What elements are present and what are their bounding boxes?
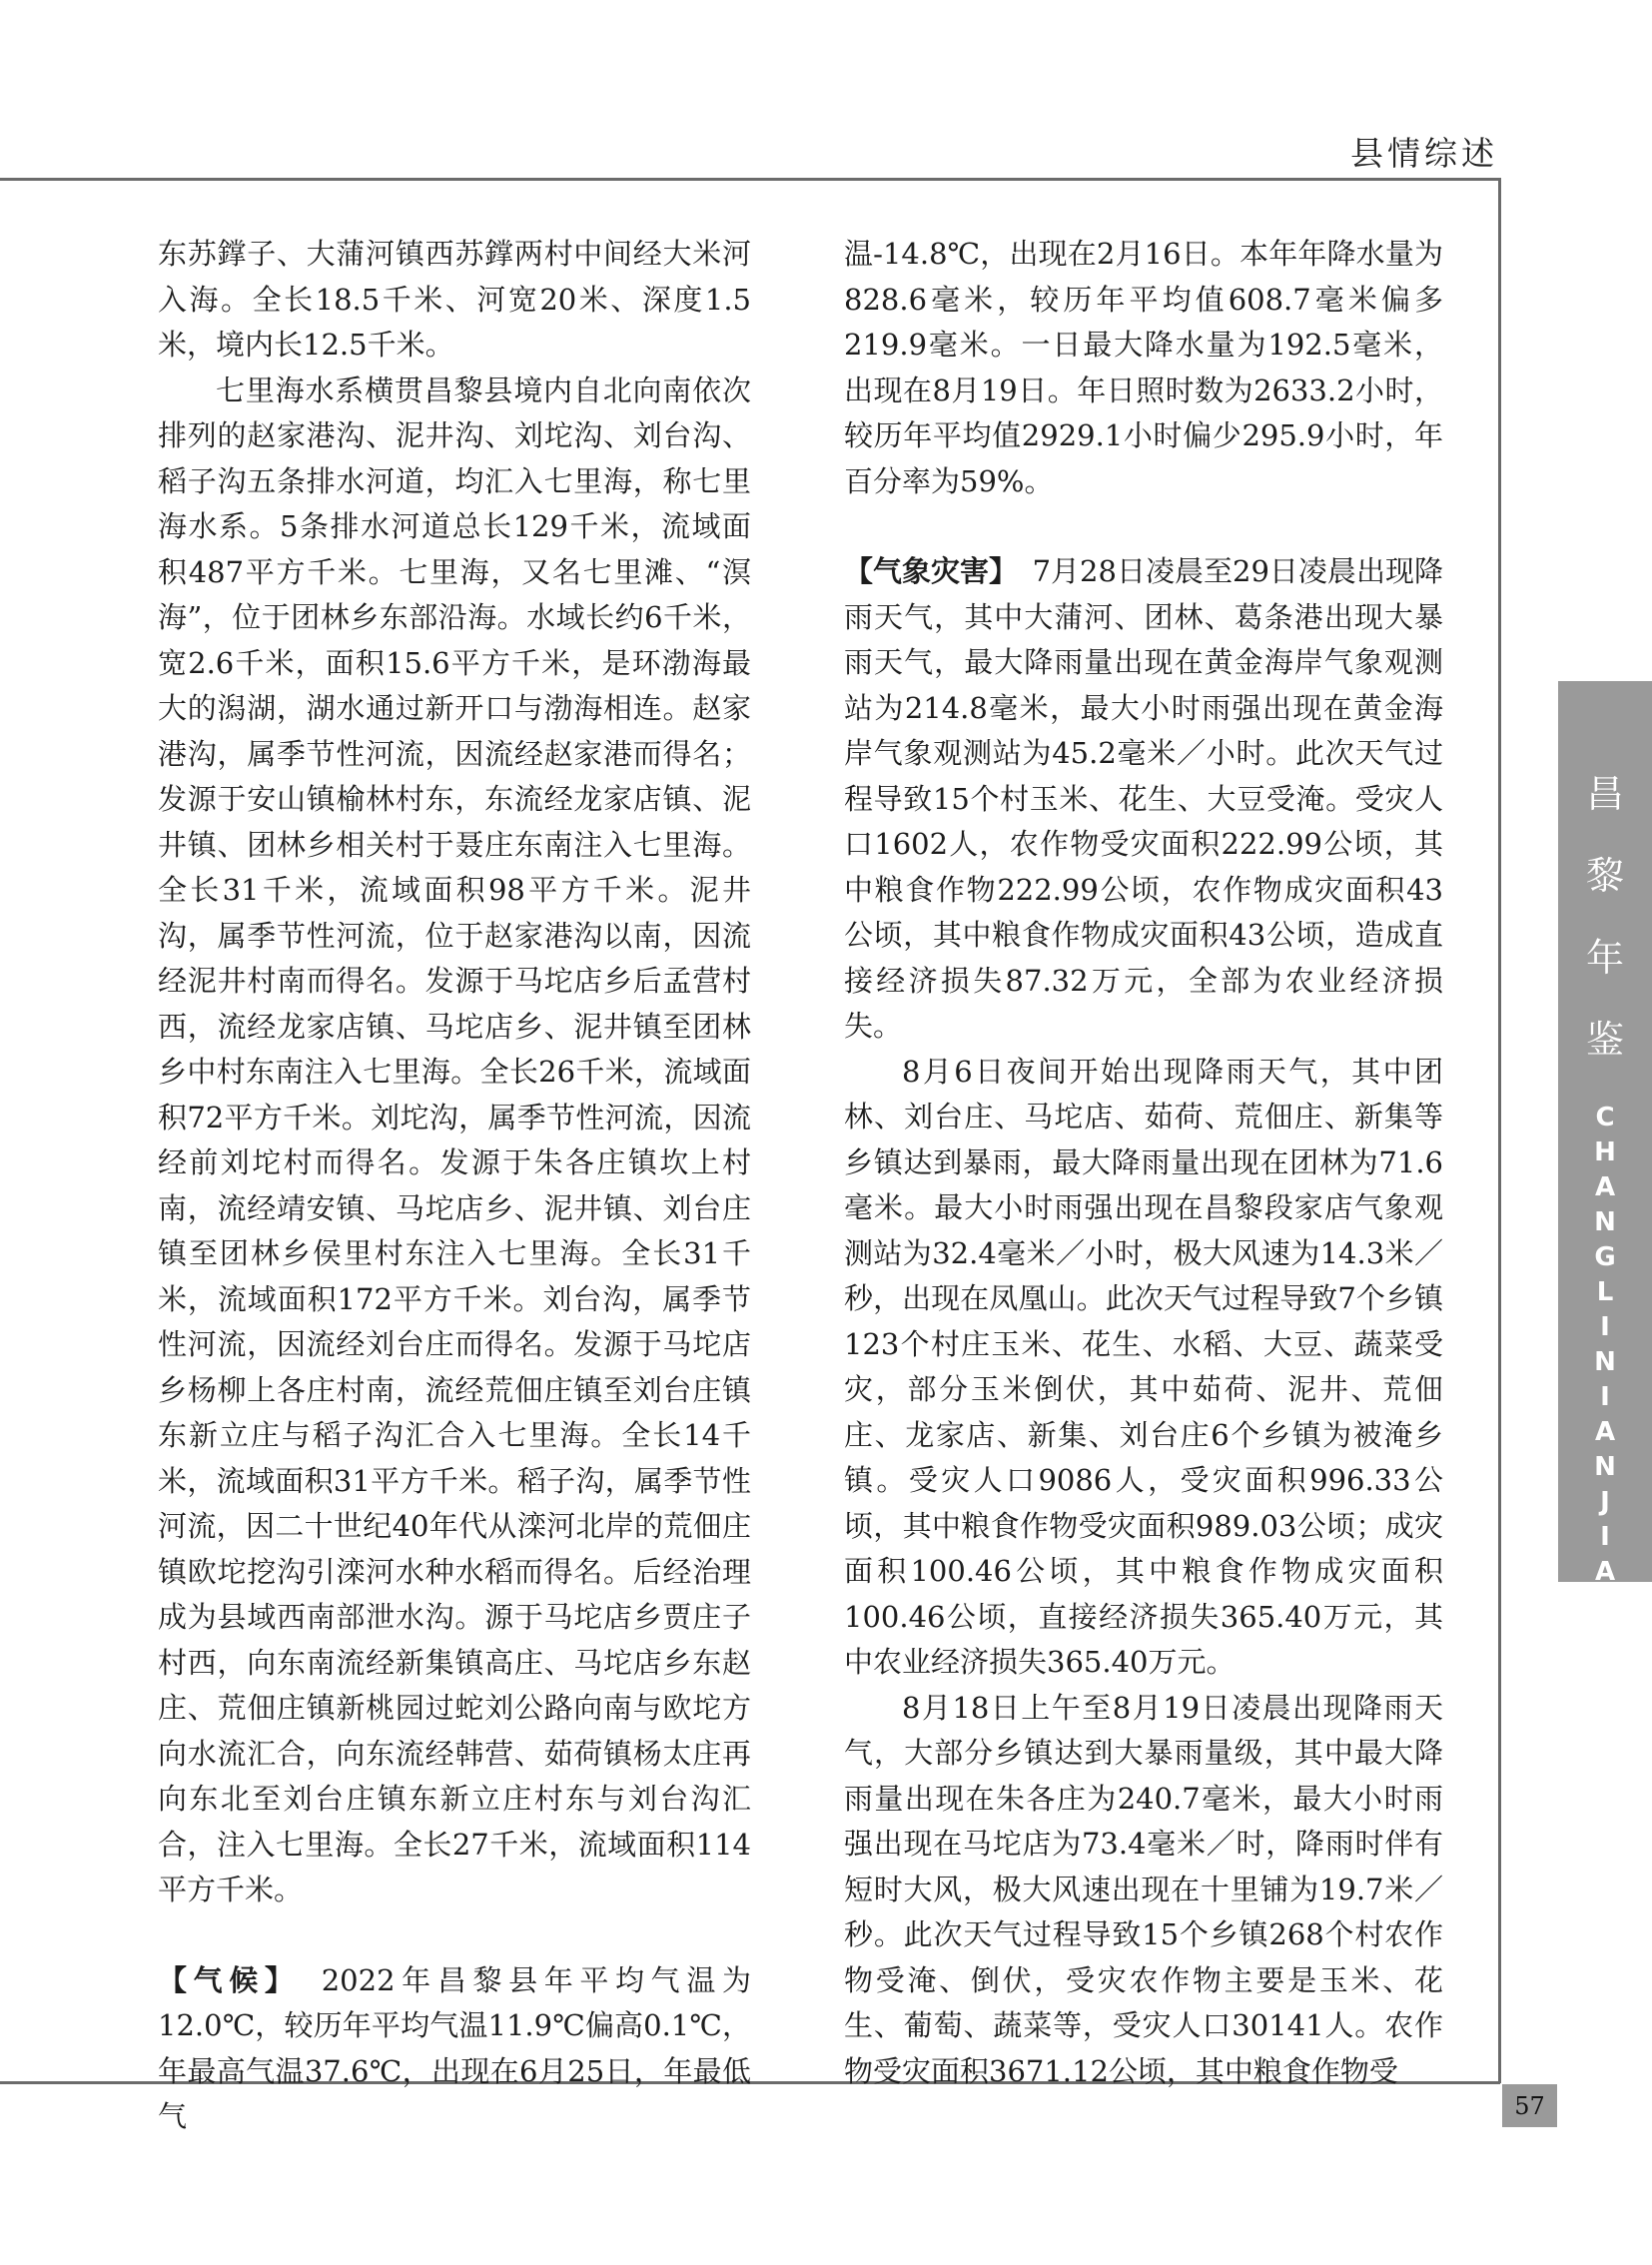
paragraph: 温-14.8℃，出现在2月16日。本年年降水量为828.6毫米，较历年平均值608.7毫米偏多219.9毫米。一日最大降水量为192.5毫米，出现在8月19日。年日照时数为2633.2小时，较历年平均值2929.1小时偏少295.9小时，年百分率为59%。 xyxy=(844,237,1443,498)
side-tab-char: 昌 xyxy=(1585,772,1624,816)
side-tab-char: 鉴 xyxy=(1585,1018,1624,1062)
paragraph: 七里海水系横贯昌黎县境内自北向南依次排列的赵家港沟、泥井沟、刘坨沟、刘台沟、稻子沟五条排水河道，均汇入七里海，称七里海水系。5条排水河道总长129千米，流域面积487平方千米。七里海，又名七里滩、“溟海”，位于团林乡东部沿海。水域长约6千米，宽2.6千米，面积15.6平方千米，是环渤海最大的潟湖，湖水通过新开口与渤海相连。赵家港沟，属季节性河流，因流经赵家港而得名；发源于安山镇榆林村东，东流经龙家店镇、泥井镇、团林乡相关村于聂庄东南注入七里海。全长31千米，流域面积98平方千米。泥井沟，属季节性河流，位于赵家港沟以南，因流经泥井村南而得名。发源于马坨店乡后孟营村西，流经龙家店镇、马坨店乡、泥井镇至团林乡中村东南注入七里海。全长26千米，流域面积72平方千米。刘坨沟，属季节性河流，因流经前刘坨村而得名。发源于朱各庄镇坎上村南，流经靖安镇、马坨店乡、泥井镇、刘台庄镇至团林乡侯里村东注入七里海。全长31千米，流域面积172平方千米。刘台沟，属季节性河流，因流经刘台庄而得名。发源于马坨店乡杨柳上各庄村南，流经荒佃庄镇至刘台庄镇东新立庄与稻子沟汇合入七里海。全长14千米，流域面积31平方千米。稻子沟，属季节性河流，因二十世纪40年代从滦河北岸的荒佃庄镇欧坨挖沟引滦河水种水稻而得名。后经治理成为县域西南部泄水沟。源于马坨店乡贾庄子村西，向东南流经新集镇高庄、马坨店乡东赵庄、荒佃庄镇新桃园过蛇刘公路向南与欧坨方向水流汇合，向东流经韩营、茹荷镇杨太庄再向东北至刘台庄镇东新立庄村东与刘台沟汇合，注入七里海。全长27千米，流域面积114平方千米。 xyxy=(158,373,751,1906)
side-tab-letter: L xyxy=(1596,1277,1614,1307)
section-heading-climate: 【气候】 xyxy=(158,1962,287,1997)
right-frame-rule xyxy=(1498,178,1501,2083)
side-tab-letter: N xyxy=(1594,1592,1616,1622)
paragraph: 东苏鐣子、大蒲河镇西苏鐣两村中间经大米河入海。全长18.5千米、河宽20米、深度1.5米，境内长12.5千米。 xyxy=(158,237,751,362)
header-rule xyxy=(0,178,1500,181)
side-tab-letter: H xyxy=(1594,1137,1616,1167)
right-column xyxy=(844,232,1443,2094)
side-tab-letter: A xyxy=(1594,1417,1616,1447)
paragraph: 8月18日上午至8月19日凌晨出现降雨天气，大部分乡镇达到大暴雨量级，其中最大降雨量出现在朱各庄为240.7毫米，最大小时雨强出现在马坨店为73.4毫米／时，降雨时伴有短时大风，极大风速出现在十里铺为19.7米／秒。此次天气过程导致15个乡镇268个村农作物受淹、倒伏，受灾农作物主要是玉米、花生、葡萄、蔬菜等，受灾人口30141人。农作物受灾面积3671.12公顷，其中粮食作物受 xyxy=(844,1690,1443,2088)
side-tab-letter: I xyxy=(1600,1382,1610,1412)
page-number: 57 xyxy=(1502,2084,1557,2127)
side-tab-letter: G xyxy=(1594,1242,1616,1272)
climate-paragraph xyxy=(158,1958,751,2140)
side-tab-char: 黎 xyxy=(1585,854,1624,898)
side-tab-letter: I xyxy=(1600,1522,1610,1552)
side-tab-latin xyxy=(1558,1101,1652,1622)
side-tab-letter: C xyxy=(1595,1103,1615,1132)
section-heading-disaster: 【气象灾害】 xyxy=(844,554,1004,588)
disaster-text: 7月28日凌晨至29日凌晨出现降雨天气，其中大蒲河、团林、葛条港出现大暴雨天气，最大降雨量出现在黄金海岸气象观测站为214.8毫米，最大小时雨强出现在黄金海岸气象观测站为45.2毫米／小时。此次天气过程导致15个村玉米、花生、大豆受淹。受灾人口1602人，农作物受灾面积222.99公顷，其中粮食作物222.99公顷，农作物成灾面积43公顷，其中粮食作物成灾面积43公顷，造成直接经济损失87.32万元，全部为农业经济损失。 xyxy=(844,554,1443,1043)
side-tab-letter: N xyxy=(1594,1347,1616,1377)
side-tab-letter: I xyxy=(1600,1312,1610,1342)
left-column xyxy=(158,232,751,2140)
side-tab-char: 年 xyxy=(1585,936,1624,980)
side-tab-letter: N xyxy=(1594,1207,1616,1237)
climate-text: 2022年昌黎县年平均气温为12.0℃，较历年平均气温11.9℃偏高0.1℃，年最高气温37.6℃，出现在6月25日，年最低气 xyxy=(158,1962,751,2133)
running-header-title: 县情综述 xyxy=(1350,134,1498,173)
side-tab-band xyxy=(1558,681,1652,1622)
disaster-paragraph xyxy=(844,549,1443,1050)
side-tab-letter: A xyxy=(1594,1172,1616,1202)
side-tab-letter: A xyxy=(1594,1557,1616,1587)
side-tab-letter: J xyxy=(1600,1487,1610,1517)
paragraph: 8月6日夜间开始出现降雨天气，其中团林、刘台庄、马坨店、茹荷、荒佃庄、新集等乡镇达到暴雨，最大降雨量出现在团林为71.6毫米。最大小时雨强出现在昌黎段家店气象观测站为32.4毫米／小时，极大风速为14.3米／秒，出现在凤凰山。此次天气过程导致7个乡镇123个村庄玉米、花生、水稻、大豆、蔬菜受灾，部分玉米倒伏，其中茹荷、泥井、荒佃庄、龙家店、新集、刘台庄6个乡镇为被淹乡镇。受灾人口9086人，受灾面积996.33公顷，其中粮食作物受灾面积989.03公顷；成灾面积100.46公顷，其中粮食作物成灾面积100.46公顷，直接经济损失365.40万元，其中农业经济损失365.40万元。 xyxy=(844,1054,1443,1679)
side-tab-letter: N xyxy=(1594,1452,1616,1482)
